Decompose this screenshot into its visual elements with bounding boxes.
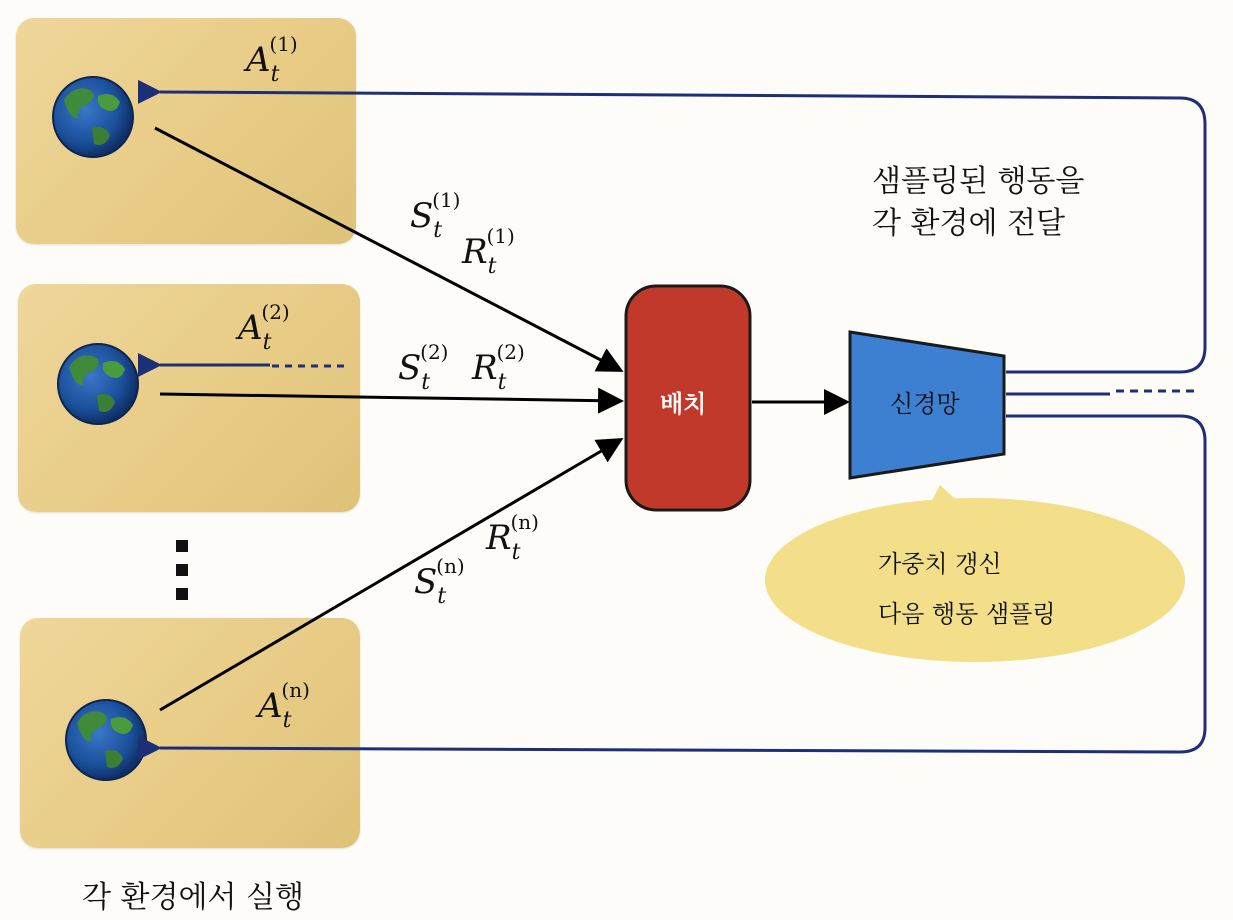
transition-arrow-2	[160, 394, 620, 401]
transition-arrow-n	[160, 440, 620, 710]
bubble-line1: 가중치 갱신	[878, 550, 1002, 578]
state-label-n: St(n)	[414, 554, 465, 609]
globe-icon-2	[58, 344, 138, 424]
globe-icon-n	[66, 700, 146, 780]
reward-label-n: Rt(n)	[486, 510, 539, 565]
send-actions-line1: 샘플링된 행동을	[872, 164, 1085, 199]
reward-label-2: Rt(2)	[472, 340, 525, 395]
network-label: 신경망	[890, 390, 960, 418]
action-label-n: At(n)	[258, 678, 310, 733]
globe-icon-1	[53, 77, 133, 157]
transition-arrow-1	[155, 128, 620, 370]
bubble-line2: 다음 행동 샘플링	[878, 600, 1056, 628]
action-label-2: At(2)	[238, 300, 290, 355]
send-actions-line2: 각 환경에 전달	[872, 206, 1065, 241]
caption: 각 환경에서 실행	[82, 880, 304, 915]
state-label-1: St(1)	[410, 188, 461, 243]
reward-label-1: Rt(1)	[462, 224, 515, 279]
batch-label: 배치	[660, 390, 707, 418]
action-label-1: At(1)	[246, 32, 298, 87]
state-label-2: St(2)	[398, 340, 449, 395]
